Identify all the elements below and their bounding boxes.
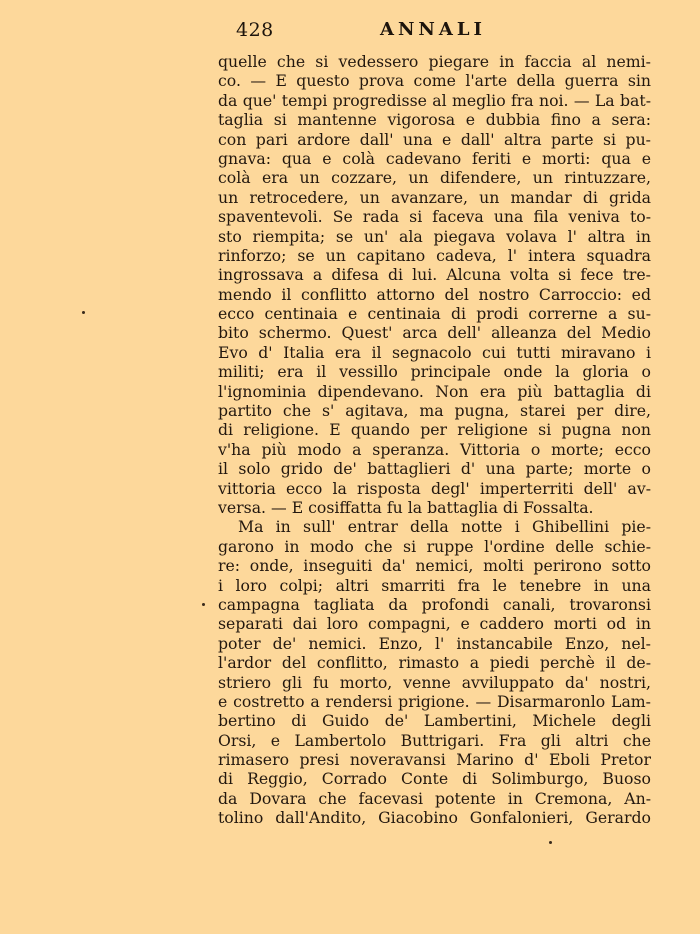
text-line: bertino di Guido de' Lambertini, Michele degli xyxy=(218,711,651,731)
text-line: colà era un cozzare, un difendere, un rintuzzare, xyxy=(218,168,651,188)
text-line: rinforzo; se un capitano cadeva, l' intera squadra xyxy=(218,245,651,265)
text-line: il solo grido de' battaglieri d' una parte; morte o xyxy=(218,459,651,479)
text-line: versa. — E cosiffatta fu la battaglia di Fossalta. xyxy=(218,497,594,517)
text-line: ecco centinaia e centinaia di prodi correrne a su- xyxy=(218,304,651,324)
paper-speck xyxy=(82,311,85,314)
text-line: re: onde, inseguiti da' nemici, molti perirono sotto xyxy=(218,556,651,576)
text-line: Orsi, e Lambertolo Buttrigari. Fra gli altri che xyxy=(218,730,651,750)
text-line: di religione. E quando per religione si pugna non xyxy=(218,420,651,440)
text-line: i loro colpi; altri smarriti fra le tenebre in una xyxy=(218,575,651,595)
text-line: rimasero presi noveravansi Marino d' Eboli Pretor xyxy=(218,750,651,770)
text-line: con pari ardore dall' una e dall' altra parte si pu- xyxy=(218,129,651,149)
text-line: taglia si mantenne vigorosa e dubbia fino a sera: xyxy=(218,110,651,130)
text-line: vittoria ecco la risposta degl' imperterriti dell' av- xyxy=(218,478,651,498)
paper-speck xyxy=(549,841,552,844)
text-line: un retrocedere, un avanzare, un mandar di grida xyxy=(218,187,651,207)
text-line: militi; era il vessillo principale onde la gloria o xyxy=(218,362,651,382)
text-line: separati dai loro compagni, e caddero morti od in xyxy=(218,614,651,634)
text-line: garono in modo che si ruppe l'ordine delle schie- xyxy=(218,536,651,556)
text-line: quelle che si vedessero piegare in faccia al nemi- xyxy=(218,52,651,71)
text-line: v'ha più modo a speranza. Vittoria o morte; ecco xyxy=(218,439,651,459)
text-line: spaventevoli. Se rada si faceva una fila veniva to- xyxy=(218,207,651,227)
text-line: co. — E questo prova come l'arte della guerra sin xyxy=(218,71,651,91)
page-header xyxy=(236,19,496,43)
paper-speck xyxy=(202,603,205,606)
text-line: da que' tempi progredisse al meglio fra noi. — La bat- xyxy=(218,90,651,110)
text-line: gnava: qua e colà cadevano feriti e morti: qua e xyxy=(218,148,651,168)
text-line: bito schermo. Quest' arca dell' alleanza del Medio xyxy=(218,323,651,343)
text-line: partito che s' agitava, ma pugna, starei per dire, xyxy=(218,401,651,421)
text-line: da Dovara che facevasi potente in Cremona, An- xyxy=(218,788,651,808)
text-line: sto riempita; se un' ala piegava volava l' altra in xyxy=(218,226,651,246)
text-line: poter de' nemici. Enzo, l' instancabile Enzo, nel- xyxy=(218,633,651,653)
body-text xyxy=(218,52,651,828)
text-line: e costretto a rendersi prigione. — Disarmaronlo Lam- xyxy=(218,691,651,711)
text-line: tolino dall'Andito, Giacobino Gonfalonieri, Gerardo xyxy=(218,808,651,828)
page-number: 428 xyxy=(236,19,274,41)
text-line: Evo d' Italia era il segnacolo cui tutti miravano i xyxy=(218,342,651,362)
text-line: campagna tagliata da profondi canali, trovaronsi xyxy=(218,594,651,614)
text-line: striero gli fu morto, venne avviluppato da' nostri, xyxy=(218,672,651,692)
text-line: ingrossava a difesa di lui. Alcuna volta si fece tre- xyxy=(218,265,651,285)
running-head: ANNALI xyxy=(380,19,486,40)
text-line: di Reggio, Corrado Conte di Solimburgo, Buoso xyxy=(218,769,651,789)
text-line: mendo il conflitto attorno del nostro Carroccio: ed xyxy=(218,284,651,304)
text-line: Ma in sull' entrar della notte i Ghibellini pie- xyxy=(238,517,651,537)
text-line: l'ignominia dipendevano. Non era più battaglia di xyxy=(218,381,651,401)
text-line: l'ardor del conflitto, rimasto a piedi perchè il de- xyxy=(218,653,651,673)
